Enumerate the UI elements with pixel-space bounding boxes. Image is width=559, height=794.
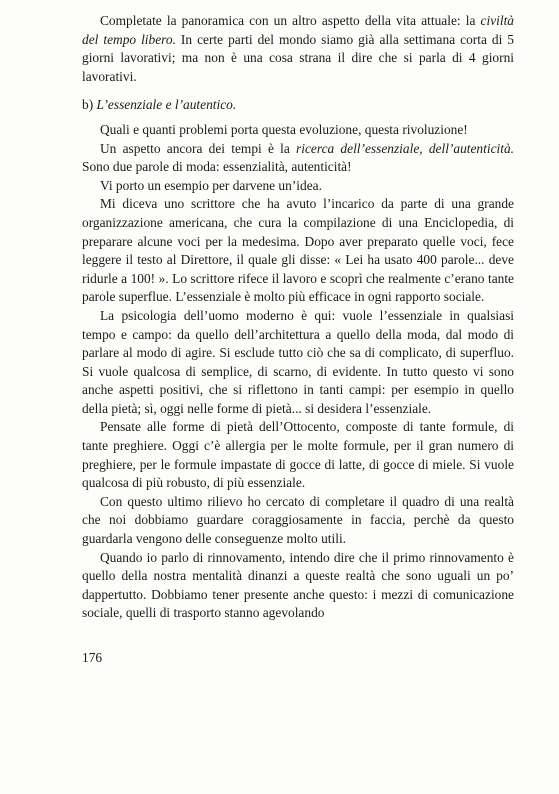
p3-text-a: Un aspetto ancora dei tempi è la <box>100 140 297 156</box>
paragraph-ottocento: Pensate alle forme di pietà dell’Ottocento, composte di tante formule, di tante preghiere. Oggi c’è allergia per le molte formule, per il gran numero di preghiere, per le formule impastate di gocce di latte, di gocce di miele. Si vuole qualcosa di più robusto, di più essenziale. <box>82 419 514 491</box>
paragraph-tempo-libero <box>82 12 514 86</box>
paragraph-psicologia: La psicologia dell’uomo moderno è qui: vuole l’essenziale in qualsiasi tempo e campo: da quello dell’architettura a quello della moda, dal modo di parlare al modo di agire. Si esclude tutto ciò che sa di complicato, di superfluo. Si vuole qualcosa di semplice, di scarno, di evidente. In tutto questo vi sono anche aspetti positivi, che si riflettono in tanti campi: per esempio in quello della pietà; sì, oggi nelle forme di pietà... si desidera l’essenziale. <box>82 307 514 416</box>
paragraph-rinnovamento: Quando io parlo di rinnovamento, intendo dire che il primo rinnovamento è quello della nostra mentalità dinanzi a queste realtà che sono uguali un po’ dappertutto. Dobbiamo tener presente anche questo: i mezzi di comunicazione sociale, quelli di trasporto stanno agevolando <box>82 549 514 621</box>
p1-text-a: Completate la panoramica con un altro aspetto della vita attuale: la <box>100 13 481 28</box>
section-label: b) <box>82 97 94 113</box>
paragraph-problemi: Quali e quanti problemi porta questa evoluzione, questa rivoluzione! <box>100 121 468 137</box>
section-title: L’essenziale e l’autentico. <box>96 97 237 113</box>
p3-emphasis: ricerca dell’essenziale, dell’autenticità. <box>296 140 514 156</box>
page-body <box>82 12 514 623</box>
page-number: 176 <box>82 650 103 665</box>
section-heading <box>82 96 514 115</box>
p3-text-b: Sono due parole di moda: essenzialità, autenticità! <box>82 159 352 175</box>
p1-text-b: In certe parti del mondo siamo già alla settimana corta di 5 giorni lavorativi; ma non è una cosa strana il dire che si parla di 4 giorni lavorativi. <box>82 31 514 84</box>
paragraph-esempio: Vi porto un esempio per darvene un’idea. <box>100 177 322 193</box>
paragraph-aspetto <box>82 140 514 177</box>
p1-emphasis: civiltà del tempo libero. <box>82 13 514 47</box>
paragraph-scrittore: Mi diceva uno scrittore che ha avuto l’incarico da parte di una grande organizzazione americana, che cura la compilazione di una Enciclopedia, di preparare alcune voci per la medesima. Dopo aver preparato quelle voci, fece leggere il testo al Direttore, il quale gli disse: « Lei ha usato 400 parole... deve ridurle a 100! ». Lo scrittore rifece il lavoro e scoprì che realmente c’erano tante parole superflue. L’essenziale è molto più efficace in ogni rapporto sociale. <box>82 196 514 305</box>
paragraph-rilievo: Con questo ultimo rilievo ho cercato di completare il quadro di una realtà che noi dobbiamo guardare coraggiosamente in faccia, perchè da questo guardarla vengono delle conseguenze molto utili. <box>82 493 514 547</box>
